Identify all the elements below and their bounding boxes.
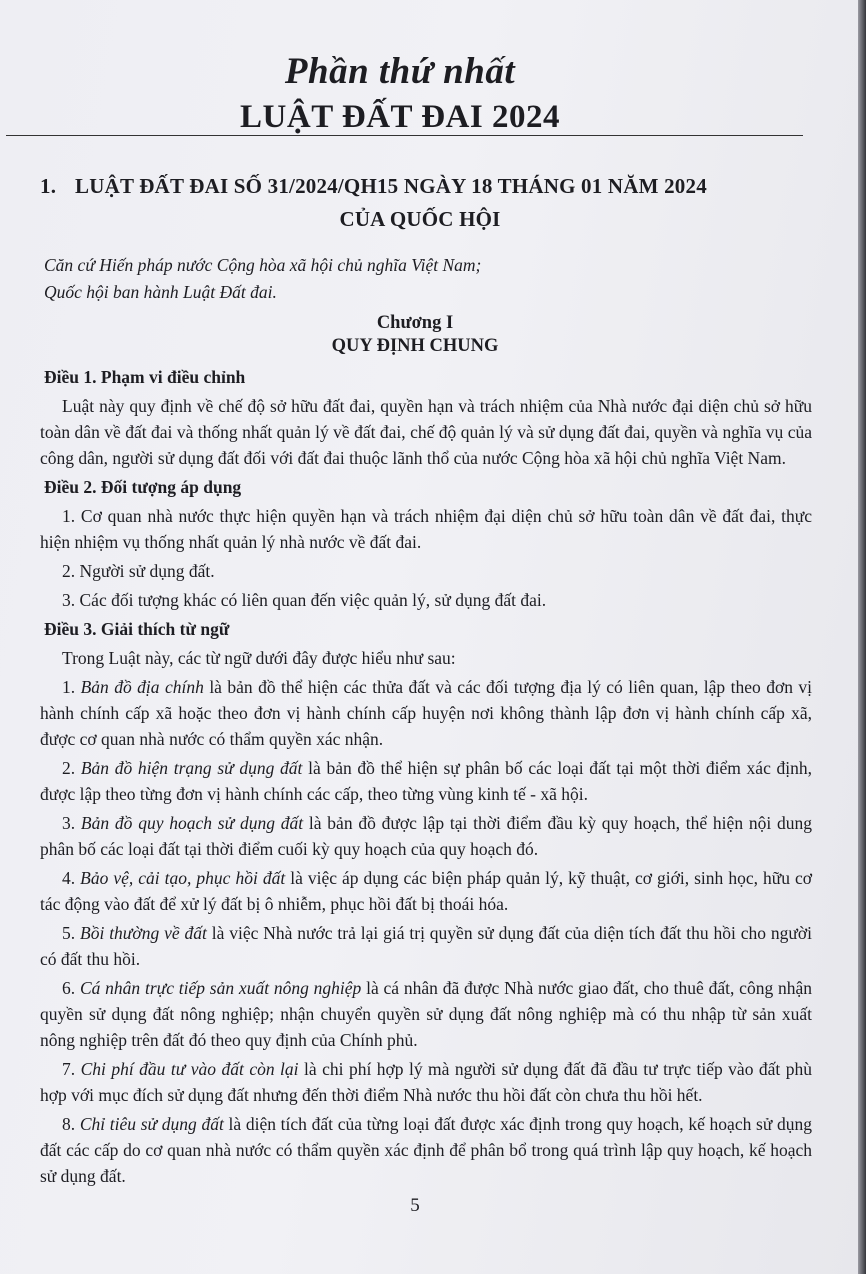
law-heading-line2: CỦA QUỐC HỘI bbox=[339, 207, 501, 231]
definition-text: là bản đồ thể hiện sự phân bố các loại đất tại một thời điểm xác định, được lập theo từng đơn vị hành chính các cấp, theo từng vùng kinh tế - xã hội. bbox=[40, 758, 813, 804]
definition-text: là cá nhân đã được Nhà nước giao đất, cho thuê đất, công nhận quyền sử dụng đất nông nghiệp; nhận chuyển quyền sử dụng đất nông nghiệp mà có thu nhập từ sản xuất nông nghiệp trên đất đó theo quy định của Chính phủ. bbox=[40, 978, 813, 1050]
definition-term: Chi phí đầu tư vào đất còn lại bbox=[80, 1059, 299, 1079]
article-paragraph: Trong Luật này, các từ ngữ dưới đây được hiểu như sau: bbox=[62, 648, 456, 668]
law-heading-line1: LUẬT ĐẤT ĐAI SỐ 31/2024/QH15 NGÀY 18 THÁNG 01 NĂM 2024 bbox=[75, 174, 707, 198]
article-paragraph: 3. Các đối tượng khác có liên quan đến việc quản lý, sử dụng đất đai. bbox=[62, 590, 547, 610]
preamble-line: Quốc hội ban hành Luật Đất đai. bbox=[44, 282, 277, 302]
definition-number: 6. bbox=[62, 978, 76, 998]
definition-text: là chi phí hợp lý mà người sử dụng đất đã đầu tư trực tiếp vào đất phù hợp với mục đích sử dụng đất nhưng đến thời điểm Nhà nước thu hồi đất còn chưa thu hồi hết. bbox=[40, 1059, 813, 1105]
part-title: Phần thứ nhất bbox=[284, 51, 516, 92]
preamble bbox=[44, 252, 804, 306]
law-body bbox=[40, 364, 812, 1192]
definition-term: Bồi thường về đất bbox=[80, 923, 207, 943]
definition-item bbox=[40, 920, 812, 972]
definition-item bbox=[40, 755, 812, 807]
law-heading-number: 1. bbox=[40, 174, 57, 198]
definition-term: Chỉ tiêu sử dụng đất bbox=[79, 1114, 224, 1134]
definition-number: 1. bbox=[62, 677, 76, 697]
definition-text: là bản đồ được lập tại thời điểm đầu kỳ quy hoạch, thể hiện nội dung phân bố các loại đất tại thời điểm cuối kỳ quy hoạch của quy hoạch đó. bbox=[40, 813, 813, 859]
article-heading: Điều 3. Giải thích từ ngữ bbox=[44, 619, 230, 639]
page-number: 5 bbox=[410, 1195, 420, 1216]
definition-number: 2. bbox=[62, 758, 76, 778]
page-edge-shadow bbox=[858, 0, 866, 1274]
definition-text: là việc áp dụng các biện pháp quản lý, kỹ thuật, cơ giới, sinh học, hữu cơ tác động vào đất để xử lý đất bị ô nhiễm, phục hồi đất bị thoái hóa. bbox=[40, 868, 812, 914]
chapter-label: Chương I bbox=[376, 313, 454, 333]
definition-number: 7. bbox=[62, 1059, 76, 1079]
article-heading: Điều 1. Phạm vi điều chỉnh bbox=[44, 367, 246, 387]
definition-term: Bản đồ quy hoạch sử dụng đất bbox=[80, 813, 304, 833]
definition-item bbox=[40, 674, 812, 752]
definition-text: là việc Nhà nước trả lại giá trị quyền sử dụng đất của diện tích đất thu hồi cho người có đất thu hồi. bbox=[40, 923, 813, 969]
definition-item bbox=[40, 810, 812, 862]
definition-number: 5. bbox=[62, 923, 76, 943]
definition-item bbox=[40, 1056, 812, 1108]
article-paragraph: 1. Cơ quan nhà nước thực hiện quyền hạn và trách nhiệm đại diện chủ sở hữu toàn dân về đất đai, thực hiện nhiệm vụ thống nhất quản lý nhà nước về đất đai. bbox=[40, 506, 812, 552]
definition-term: Bảo vệ, cải tạo, phục hồi đất bbox=[80, 868, 286, 888]
definition-item bbox=[40, 975, 812, 1053]
definition-term: Bản đồ địa chính bbox=[80, 677, 204, 697]
chapter-heading bbox=[0, 312, 830, 358]
definition-term: Cá nhân trực tiếp sản xuất nông nghiệp bbox=[79, 978, 362, 998]
article-heading: Điều 2. Đối tượng áp dụng bbox=[44, 477, 242, 497]
definition-term: Bản đồ hiện trạng sử dụng đất bbox=[80, 758, 303, 778]
article-paragraph: 2. Người sử dụng đất. bbox=[62, 561, 215, 581]
title-divider bbox=[6, 135, 803, 136]
definition-text: là diện tích đất của từng loại đất được xác định trong quy hoạch, kế hoạch sử dụng đất các cấp do cơ quan nhà nước có thẩm quyền xác định để phân bổ trong quá trình lập quy hoạch, kế hoạch sử dụng đất. bbox=[40, 1114, 813, 1186]
definition-item bbox=[40, 1111, 812, 1189]
definition-text: là bản đồ thể hiện các thửa đất và các đối tượng địa lý có liên quan, lập theo đơn vị hành chính cấp xã hoặc theo đơn vị hành chính cấp huyện nơi không thành lập đơn vị hành chính cấp xã, được cơ quan nhà nước có thẩm quyền xác nhận. bbox=[40, 677, 813, 749]
definition-number: 8. bbox=[62, 1114, 76, 1134]
law-title: LUẬT ĐẤT ĐAI 2024 bbox=[240, 99, 560, 135]
definition-number: 3. bbox=[62, 813, 76, 833]
chapter-title: QUY ĐỊNH CHUNG bbox=[331, 336, 499, 356]
preamble-line: Căn cứ Hiến pháp nước Cộng hòa xã hội chủ nghĩa Việt Nam; bbox=[44, 255, 482, 275]
article-paragraph: Luật này quy định về chế độ sở hữu đất đai, quyền hạn và trách nhiệm của Nhà nước đại diện chủ sở hữu toàn dân về đất đai và thống nhất quản lý về đất đai, chế độ quản lý và sử dụng đất đai, quyền và nghĩa vụ của công dân, người sử dụng đất đối với đất đai thuộc lãnh thổ của nước Cộng hòa xã hội chủ nghĩa Việt Nam. bbox=[40, 396, 812, 468]
definition-item bbox=[40, 865, 812, 917]
definition-number: 4. bbox=[62, 868, 76, 888]
